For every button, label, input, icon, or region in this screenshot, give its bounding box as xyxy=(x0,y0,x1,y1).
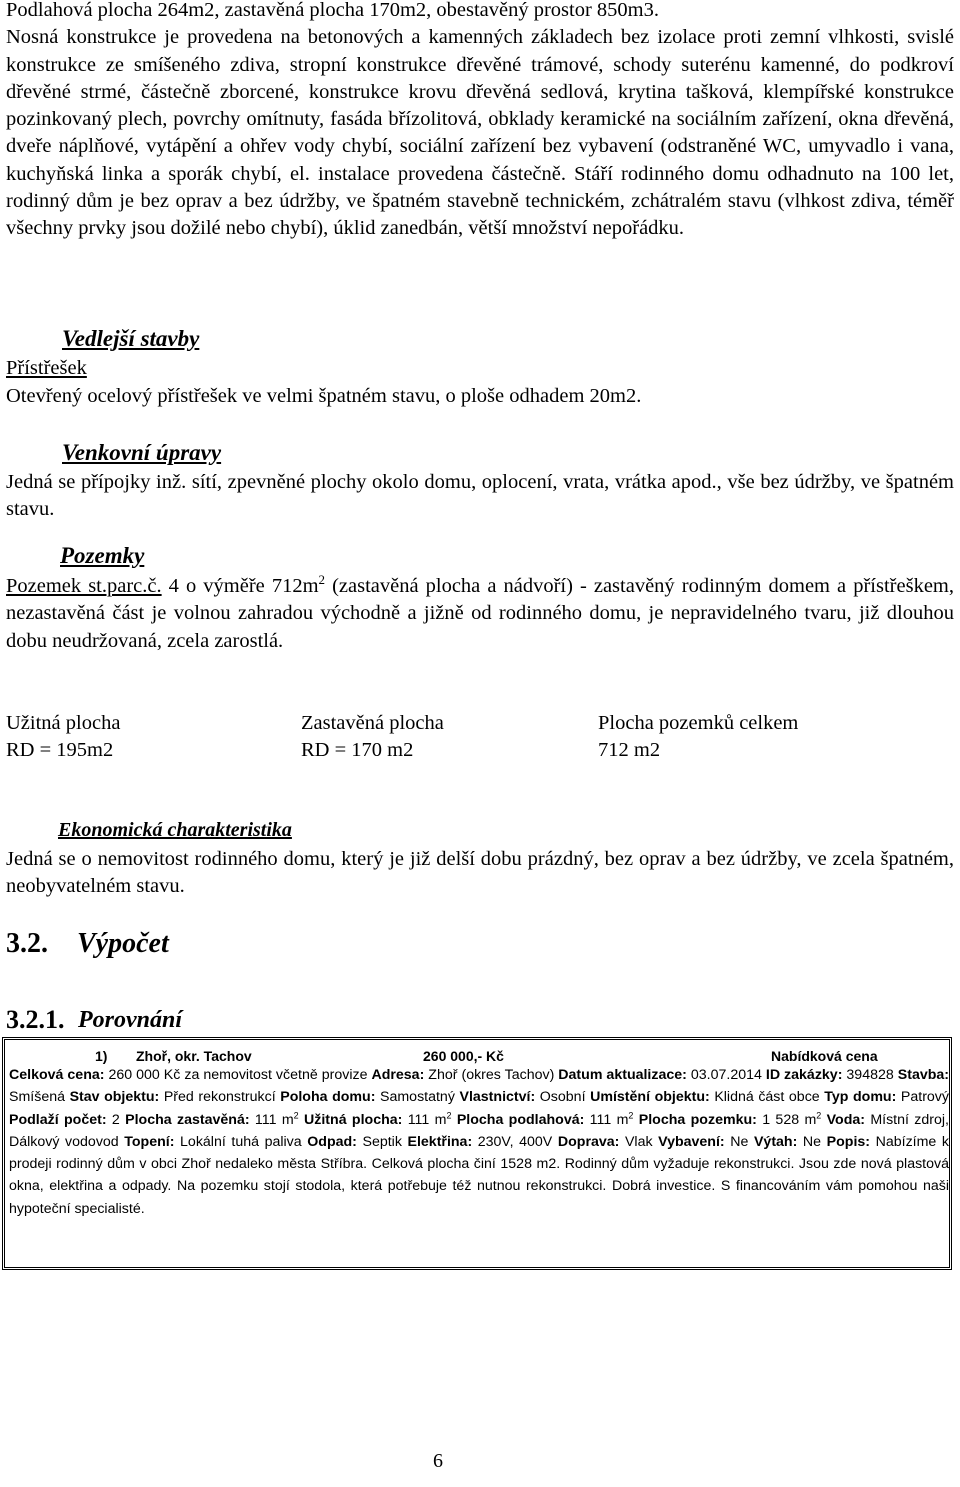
listing-field-value: 111 m xyxy=(249,1111,294,1128)
listing-field-value: 111 m xyxy=(402,1111,447,1128)
area-value: RD = 170 m2 xyxy=(301,739,414,761)
listing-price: 260 000,- Kč xyxy=(423,1048,504,1064)
listing-field-value: Patrový xyxy=(896,1089,949,1106)
listing-field-value: Septik xyxy=(356,1133,408,1150)
listing-field-key: Celková cena: xyxy=(9,1067,105,1083)
section-number: 3.2. xyxy=(6,928,48,959)
listing-field-key: Podlaží počet: xyxy=(9,1111,107,1128)
superscript: 2 xyxy=(816,1109,822,1120)
section-title: Porovnání xyxy=(78,1007,183,1033)
ekonomicka-text: Jedná se o nemovitost rodinného domu, který je již delší dobu prázdný, bez oprav a bez údržby, ve zcela špatném, neobyvatelném stavu. xyxy=(6,848,954,898)
listing-field-key: Plocha zastavěná: xyxy=(125,1111,250,1128)
listing-field-key: Výtah: xyxy=(753,1133,798,1150)
listing-field-value: 2 xyxy=(106,1111,126,1128)
superscript: 2 xyxy=(318,572,326,588)
listing-field-key: Doprava: xyxy=(557,1133,620,1150)
area-value: RD = 195m2 xyxy=(6,739,114,761)
heading-pozemky: Pozemky xyxy=(60,543,145,568)
listing-field-value: Místní zdroj, Dálkový vodovod xyxy=(9,1111,949,1150)
venkovni-text: Jedná se přípojky inž. sítí, zpevněné plochy okolo domu, oplocení, vrata, vrátka apod., vše bez údržby, ve špatném stavu. xyxy=(6,471,954,521)
listing-header xyxy=(9,1040,949,1064)
listing-field-key: Umístění objektu: xyxy=(590,1089,710,1106)
heading-ekonomicka: Ekonomická charakteristika xyxy=(58,819,292,841)
listing-field-value: Nabízíme k prodeji rodinný dům v obci Zhoř nedaleko města Stříbra. Celková plocha činí 1528 m2. Rodinný dům vyžaduje rekonstrukci. Jsou zde nová plastová okna, elektřina a odpady. Na pozemku stojí stodola, která potřebuje též nutnou rekonstrukci. Dobrá investice. S financováním vám pomohou naši hypoteční specialisté. xyxy=(9,1133,949,1217)
listing-field-value: Osobní xyxy=(535,1089,591,1106)
listing-field-key: ID zakázky: xyxy=(765,1067,843,1083)
listing-field-key: Datum aktualizace: xyxy=(558,1067,687,1083)
page-number: 6 xyxy=(433,1450,443,1472)
listing-field-key: Voda: xyxy=(826,1111,865,1128)
listing-field-value: Před rekonstrukcí xyxy=(159,1089,281,1106)
intro-block xyxy=(6,0,954,243)
listing-field-value: Vlak xyxy=(619,1133,659,1150)
listing-box xyxy=(2,1037,952,1270)
intro-line: Podlahová plocha 264m2, zastavěná plocha 170m2, obestavěný prostor 850m3. xyxy=(6,0,660,21)
superscript: 2 xyxy=(628,1109,634,1120)
listing-field-key: Užitná plocha: xyxy=(304,1111,403,1128)
area-col-1 xyxy=(6,710,120,764)
pristresek-text: Otevřený ocelový přístřešek ve velmi špatném stavu, o ploše odhadem 20m2. xyxy=(6,385,642,407)
area-col-2 xyxy=(301,710,444,764)
listing-field-key: Typ domu: xyxy=(824,1089,897,1106)
listing-type: Nabídková cena xyxy=(771,1048,878,1064)
listing-field-value: 230V, 400V xyxy=(472,1133,558,1150)
listing-field-value: 1 528 m xyxy=(756,1111,817,1128)
section-number: 3.2.1. xyxy=(6,1005,65,1034)
listing-field-key: Popis: xyxy=(826,1133,871,1150)
listing-field-value: Ne xyxy=(724,1133,754,1150)
listing-field-value: Lokální tuhá paliva xyxy=(174,1133,308,1150)
subheading-pristresek: Přístřešek xyxy=(6,357,87,379)
listing-field-value: Ne xyxy=(797,1133,827,1150)
listing-field-key: Poloha domu: xyxy=(280,1089,376,1106)
pozemky-text xyxy=(6,573,954,655)
area-col-3 xyxy=(598,710,798,764)
listing-field-key: Adresa: xyxy=(371,1067,425,1083)
heading-venkovni-upravy: Venkovní úpravy xyxy=(62,440,222,465)
listing-field-key: Topení: xyxy=(124,1133,175,1150)
listing-field-value: Zhoř (okres Tachov) xyxy=(424,1067,559,1083)
parcel-description: (zastavěná plocha a nádvoří) - zastavěný rodinným domem a přístřeškem, nezastavěná část je volnou zahradou východně a jižně od rodinného domu, je nepravidelného tvaru, již dlouhou dobu neudržovaná, zcela zarostlá. xyxy=(6,575,954,652)
listing-content xyxy=(9,1040,949,1220)
heading-vedlejsi-stavby: Vedlejší stavby xyxy=(62,326,200,351)
listing-field-value: 394828 xyxy=(842,1067,898,1083)
listing-field-value: Smíšená xyxy=(9,1089,70,1106)
area-label: Zastavěná plocha xyxy=(301,712,444,734)
listing-field-key: Elektřina: xyxy=(407,1133,473,1150)
listing-field-value: Klidná část obce xyxy=(709,1089,825,1106)
listing-field-key: Vlastnictví: xyxy=(459,1089,536,1106)
section-title: Výpočet xyxy=(77,928,169,959)
listing-index: 1) xyxy=(95,1048,108,1064)
parcel-link: Pozemek st.parc.č. xyxy=(6,575,162,597)
parcel-area: 4 o výměře 712m xyxy=(161,575,319,597)
construction-paragraph: Nosná konstrukce je provedena na betonových a kamenných základech bez izolace proti zemní vlhkosti, svislé konstrukce ze smíšeného zdiva, stropní konstrukce dřevěné trámové, schody suterénu kamenné, do podkroví dřevěné strmé, částečně zborcené, konstrukce krovu dřevěná sedlová, krytina tašková, klempířské konstrukce pozinkovaný plech, povrchy omítnuty, fasáda břízolitová, obklady keramické na sociálním zařízení, okna dřevěná, dveře náplňové, vytápění a ohřev vody chybí, sociální zařízení bez vybavení (odstraněné WC, umyvadlo i vana, kuchyňská linka a sporák chybí, el. instalace provedena částečně. Stáří rodinného domu odhadnuto na 100 let, rodinný dům je bez oprav a bez údržby, ve špatném stavebně technickém, zchátralém stavu (vlhkost zdiva, téměř všechny prvky jsou dožilé nebo chybí), úklid zanedbán, větší množství nepořádku. xyxy=(6,26,954,240)
listing-field-key: Plocha pozemku: xyxy=(638,1111,757,1128)
listing-location: Zhoř, okr. Tachov xyxy=(136,1048,252,1064)
listing-field-key: Plocha podlahová: xyxy=(456,1111,585,1128)
area-label: Plocha pozemků celkem xyxy=(598,712,799,734)
area-value: 712 m2 xyxy=(598,739,661,761)
listing-body xyxy=(9,1064,949,1220)
listing-field-key: Odpad: xyxy=(307,1133,357,1150)
listing-field-key: Vybavení: xyxy=(658,1133,725,1150)
superscript: 2 xyxy=(293,1109,299,1120)
superscript: 2 xyxy=(446,1109,452,1120)
listing-field-value: 111 m xyxy=(584,1111,629,1128)
listing-field-key: Stav objektu: xyxy=(69,1089,160,1106)
listing-field-value: 260 000 Kč za nemovitost včetně provize xyxy=(104,1067,372,1083)
listing-field-key: Stavba: xyxy=(897,1067,950,1083)
area-label: Užitná plocha xyxy=(6,712,121,734)
listing-field-value: 03.07.2014 xyxy=(686,1067,766,1083)
listing-field-value: Samostatný xyxy=(375,1089,460,1106)
